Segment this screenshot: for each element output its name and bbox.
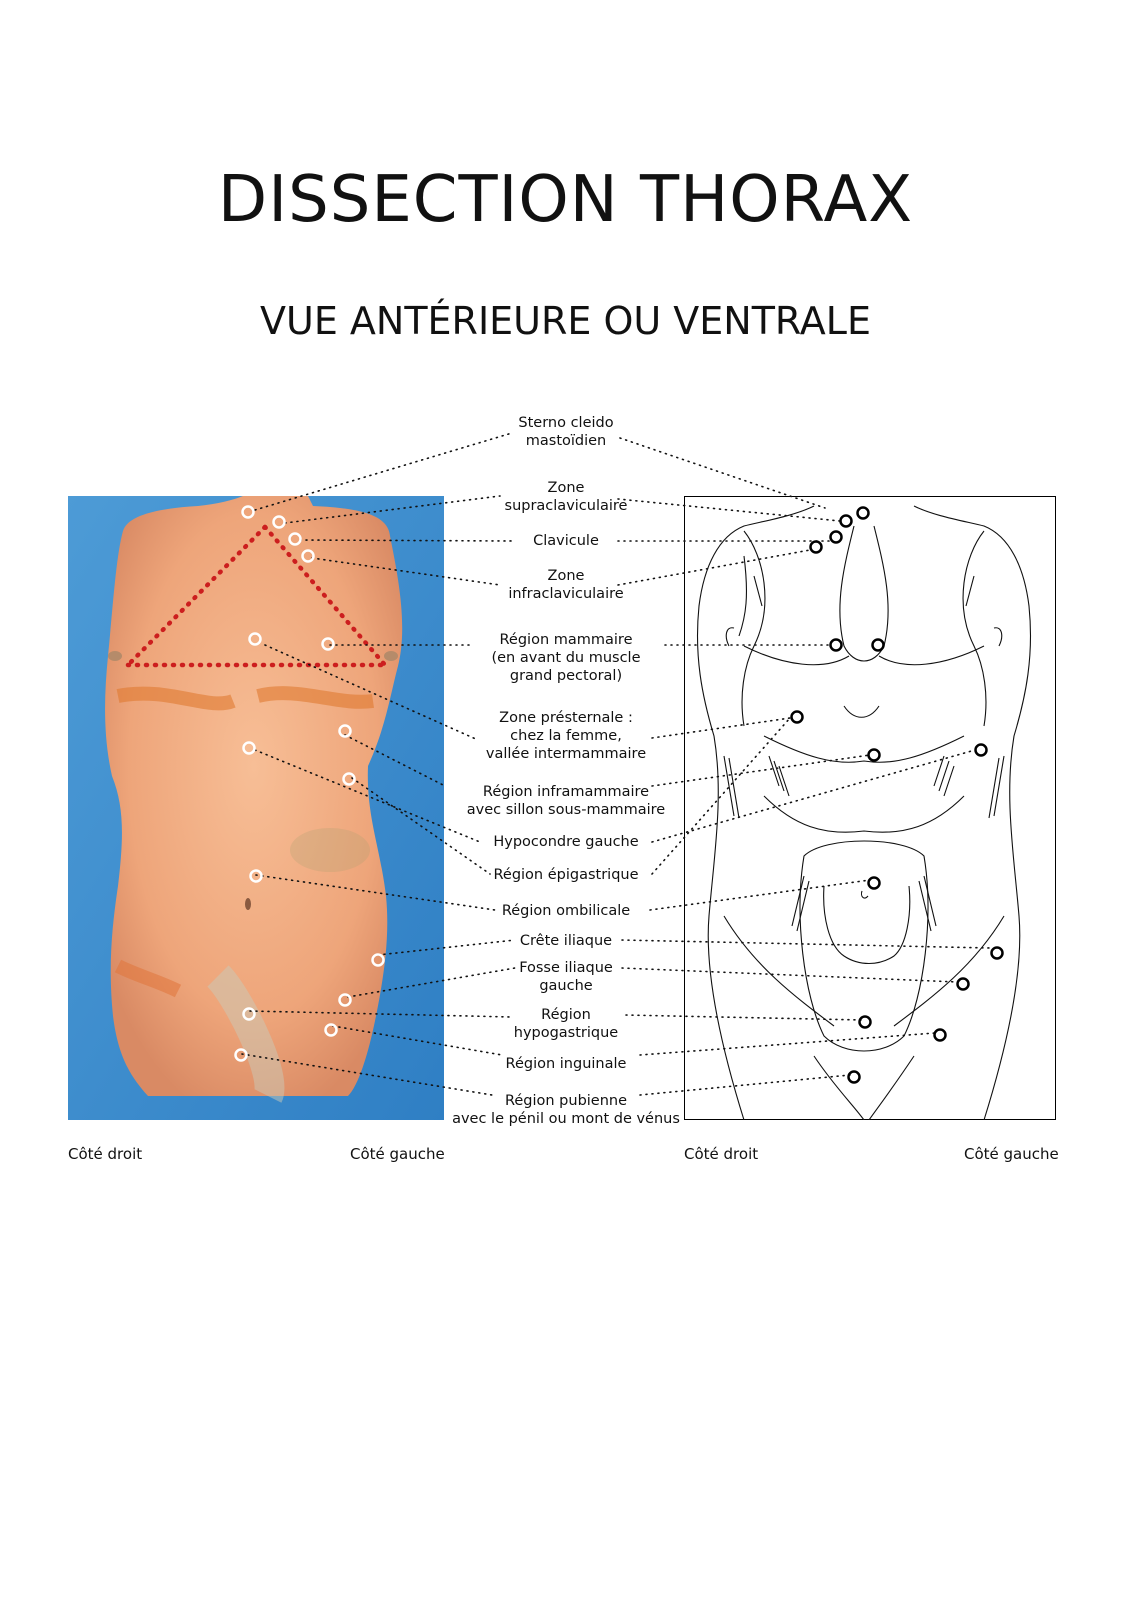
label-line: chez la femme, xyxy=(510,728,622,744)
label-line: grand pectoral) xyxy=(509,668,623,684)
label-line: Région mammaire xyxy=(499,632,633,648)
label-line: Région ombilicale xyxy=(501,903,631,919)
label-zone-presternale xyxy=(441,709,691,763)
label-line: Zone xyxy=(547,480,585,496)
label-line: Région xyxy=(541,1007,591,1023)
drawing-caption-cote-gauche: Côté gauche xyxy=(964,1145,1059,1163)
label-sterno-cleido-mastoidien xyxy=(441,414,691,450)
label-line: infraclaviculaire xyxy=(508,586,624,602)
label-region-ombilicale xyxy=(441,902,691,920)
label-line: avec sillon sous-mammaire xyxy=(466,802,666,818)
page-subtitle: VUE ANTÉRIEURE OU VENTRALE xyxy=(260,299,871,343)
label-line: hypogastrique xyxy=(513,1025,619,1041)
label-line: Clavicule xyxy=(533,533,599,549)
label-line: Région épigastrique xyxy=(493,867,639,883)
label-line: Région inframammaire xyxy=(482,784,650,800)
label-line: Crête iliaque xyxy=(519,933,613,949)
label-line: supraclaviculaire xyxy=(504,498,628,514)
label-region-inguinale xyxy=(441,1055,691,1073)
drawing-caption-cote-droit: Côté droit xyxy=(684,1145,759,1163)
label-line: Zone xyxy=(547,568,585,584)
label-line: Hypocondre gauche xyxy=(493,834,639,850)
label-zone-supraclaviculaire xyxy=(441,479,691,515)
label-hypocondre-gauche xyxy=(441,833,691,851)
page-title: DISSECTION THORAX xyxy=(217,163,914,237)
label-line: Sterno cleido xyxy=(518,415,614,431)
label-region-inframammaire xyxy=(441,783,691,819)
photo-caption-cote-gauche: Côté gauche xyxy=(350,1145,445,1163)
label-line: avec le pénil ou mont de vénus xyxy=(452,1111,680,1127)
label-line: Zone présternale : xyxy=(499,710,633,726)
label-region-pubienne xyxy=(441,1092,691,1128)
label-line: Région inguinale xyxy=(505,1056,627,1072)
torso-photo-illustration xyxy=(68,496,444,1120)
label-line: mastoïdien xyxy=(525,433,607,449)
label-region-mammaire xyxy=(441,631,691,685)
label-line: Fosse iliaque xyxy=(519,960,613,976)
label-line: vallée intermammaire xyxy=(485,746,647,762)
label-fosse-iliaque-gauche xyxy=(441,959,691,995)
torso-drawing-illustration xyxy=(684,496,1056,1120)
label-region-epigastrique xyxy=(441,866,691,884)
label-clavicule xyxy=(441,532,691,550)
label-line: Région pubienne xyxy=(504,1093,628,1109)
label-line: (en avant du muscle xyxy=(491,650,641,666)
label-zone-infraclaviculaire xyxy=(441,567,691,603)
torso-drawing xyxy=(684,496,1056,1120)
label-crete-iliaque xyxy=(441,932,691,950)
photo-caption-cote-droit: Côté droit xyxy=(68,1145,143,1163)
label-line: gauche xyxy=(539,978,593,994)
torso-photo xyxy=(68,496,444,1120)
label-region-hypogastrique xyxy=(441,1006,691,1042)
